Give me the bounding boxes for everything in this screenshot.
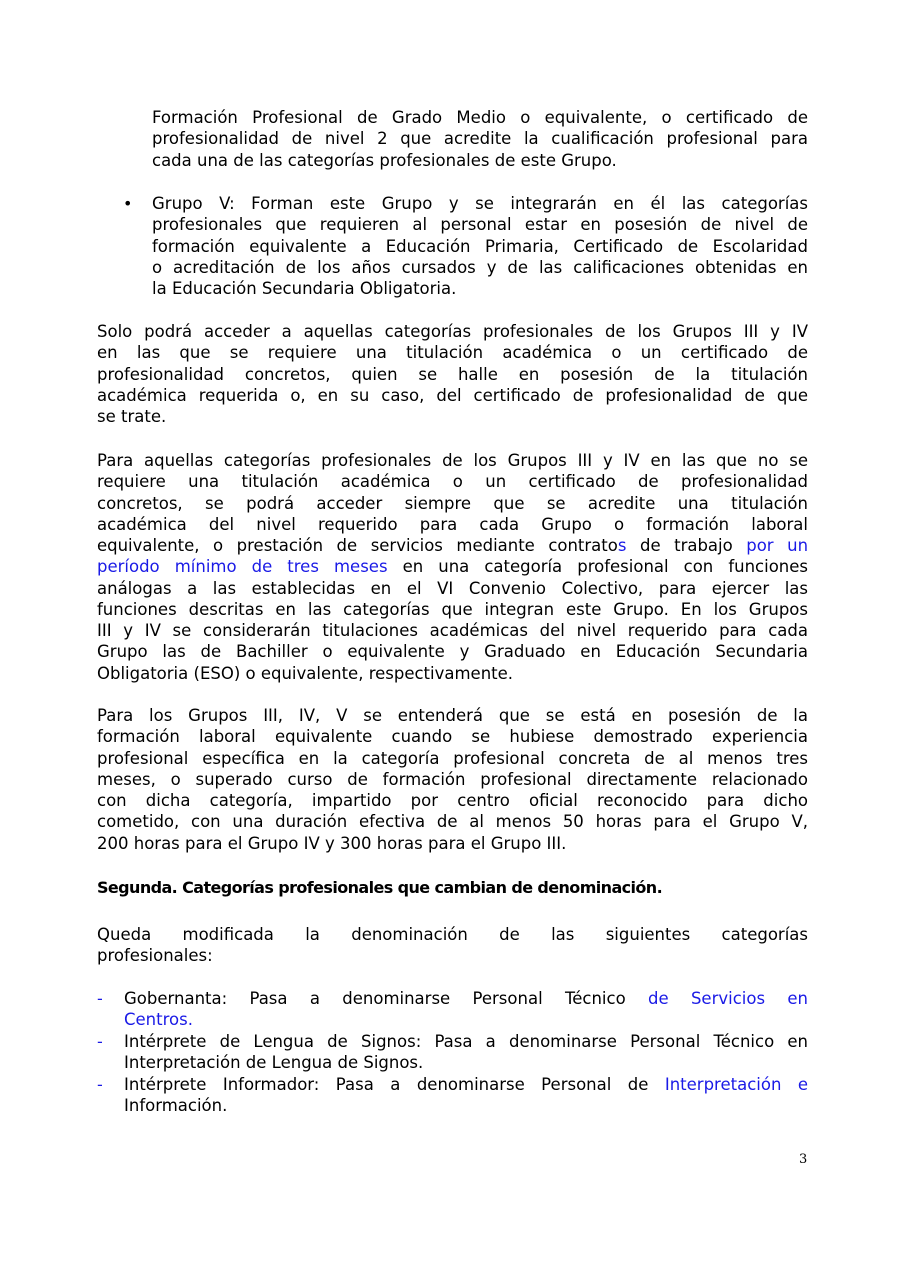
text-line [97,663,808,684]
highlighted-text: por un [746,536,809,555]
section-heading [97,877,808,898]
text-line [124,988,808,1009]
text-line [97,620,808,641]
text-line [97,450,808,471]
text-span: académica del nivel requerido para cada Grupo o formación laboral [97,514,808,534]
text-line [97,578,808,599]
highlighted-text: Centros. [124,1010,193,1030]
text-line [97,556,808,577]
text-line [97,877,808,898]
text-line [97,493,808,514]
text-span: en una categoría profesional con funciones [387,557,808,577]
text-line [97,385,808,406]
text-span: Información. [124,1096,228,1116]
text-line [152,236,808,257]
text-span: equivalente, o prestación de servicios mediante contrato [97,536,618,555]
text-line [97,945,808,966]
list-item-interprete-signos [124,1031,808,1074]
highlighted-text: Interpretación e [664,1075,808,1094]
text-line [97,364,808,385]
text-span: formación laboral equivalente cuando se hubiese demostrado experiencia [97,727,808,747]
text-line [97,406,808,427]
text-line [97,514,808,535]
text-line [152,214,808,235]
dash-marker-icon: - [97,1075,103,1094]
text-line [152,193,808,214]
text-line [152,150,808,171]
text-span: cada una de las categorías profesionales de este Grupo. [152,150,617,170]
text-span: Queda modificada la denominación de las siguientes categorías [97,925,808,944]
text-span: Para aquellas categorías profesionales de los Grupos III y IV en las que no se [97,451,808,470]
dash-marker-icon: - [97,1032,103,1051]
text-span: Interpretación de Lengua de Signos. [124,1053,424,1073]
text-line [97,726,808,747]
text-line [97,705,808,726]
text-span: meses, o superado curso de formación profesional directamente relacionado [97,769,808,789]
text-span: con dicha categoría, impartido por centro oficial reconocido para dicho [97,791,808,810]
text-line [152,128,808,149]
list-item-interprete-informador [124,1074,808,1117]
list-item-gobernanta [124,988,808,1031]
dash-marker-icon: - [97,989,103,1008]
text-span: Grupo V: Forman este Grupo y se integrarán en él las categorías [152,194,808,213]
text-line [97,748,808,769]
page-number: 3 [799,1152,808,1167]
text-span: Formación Profesional de Grado Medio o equivalente, o certificado de [152,108,808,127]
text-span: de trabajo [626,536,747,555]
highlighted-text: período mínimo de tres meses [97,557,388,577]
text-span: Solo podrá acceder a aquellas categorías profesionales de los Grupos III y IV [97,322,808,341]
text-line [124,1052,808,1073]
text-line [124,1074,808,1095]
text-line [97,321,808,342]
text-line [97,641,808,662]
text-span: académica requerida o, en su caso, del certificado de profesionalidad de que [97,385,808,405]
text-line [97,599,808,620]
text-span: requiere una titulación académica o un certificado de profesionalidad [97,472,808,492]
text-span: en las que se requiere una titulación académica o un certificado de [97,343,808,363]
text-span: Para los Grupos III, IV, V se entenderá que se está en posesión de la [97,706,808,725]
highlighted-text: s [617,536,627,555]
text-line [97,342,808,363]
para-grupo-iv-end [152,107,808,171]
text-span: profesionales: [97,946,213,966]
text-line [124,1095,808,1116]
text-span: funciones descritas en las categorías que integran este Grupo. En los Grupos [97,599,808,619]
highlighted-text: de Servicios en [648,989,808,1008]
text-line [152,107,808,128]
para-para-aquellas [97,450,808,684]
text-span: Intérprete Informador: Pasa a denominarse Personal de [124,1075,665,1094]
text-span: concretos, se podrá acceder siempre que se acredite una titulación [97,493,808,513]
bullet-grupo-v [152,193,808,299]
text-span: Grupo las de Bachiller o equivalente y Graduado en Educación Secundaria [97,642,808,662]
text-span: cometido, con una duración efectiva de al menos 50 horas para el Grupo V, [97,812,808,832]
text-span: III y IV se considerarán titulaciones académicas del nivel requerido para cada [97,621,808,640]
text-span: profesionalidad de nivel 2 que acredite la cualificación profesional para [152,129,808,149]
text-line [152,278,808,299]
text-line [97,535,808,556]
text-span: profesionales que requieren al personal estar en posesión de nivel de [152,215,808,235]
text-span: 200 horas para el Grupo IV y 300 horas para el Grupo III. [97,833,567,853]
para-queda [97,924,808,967]
text-line [97,833,808,854]
text-span: Intérprete de Lengua de Signos: Pasa a denominarse Personal Técnico en [124,1032,808,1051]
text-span: formación equivalente a Educación Primaria, Certificado de Escolaridad [152,236,808,256]
text-span: Gobernanta: Pasa a denominarse Personal Técnico [124,989,649,1008]
text-line [97,790,808,811]
text-span: o acreditación de los años cursados y de las calificaciones obtenidas en [152,257,808,277]
text-line [97,924,808,945]
text-line [124,1009,808,1030]
para-solo-podra [97,321,808,427]
text-span: profesionalidad concretos, quien se halle en posesión de la titulación [97,364,808,384]
text-span: profesional específica en la categoría profesional concreta de al menos tres [97,748,808,768]
text-line [124,1031,808,1052]
text-line [97,471,808,492]
text-line [97,811,808,832]
para-para-los-grupos [97,705,808,854]
text-span: se trate. [97,407,167,426]
text-span: Segunda. Categorías profesionales que cambian de denominación. [97,878,663,897]
bullet-icon: • [123,194,133,213]
text-span: análogas a las establecidas en el VI Convenio Colectivo, para ejercer las [97,578,808,598]
text-line [97,769,808,790]
text-span: la Educación Secundaria Obligatoria. [152,279,457,298]
text-line [152,257,808,278]
text-span: Obligatoria (ESO) o equivalente, respectivamente. [97,663,514,683]
